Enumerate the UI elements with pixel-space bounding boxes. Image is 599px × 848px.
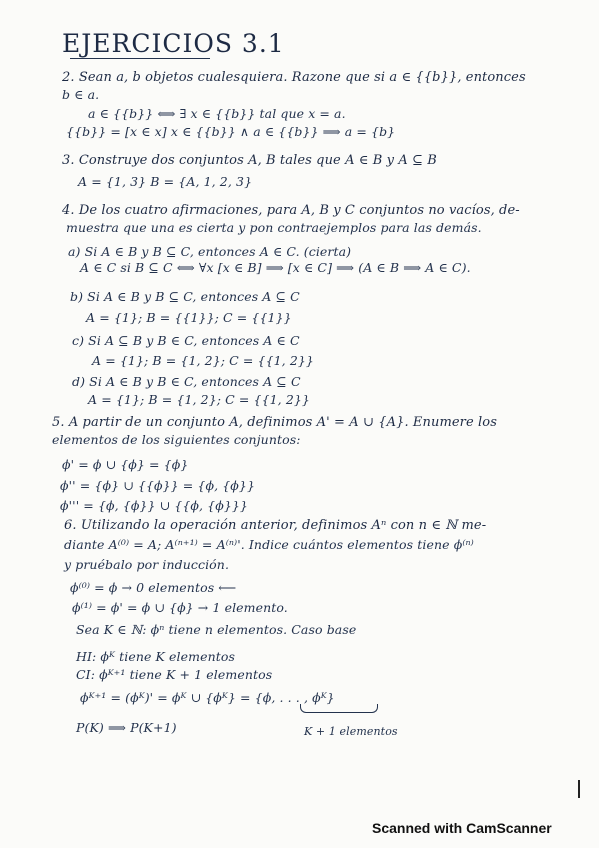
exercise-4a: a) Si A ∈ B y B ⊆ C, entonces A ∈ C. (cierta) [68, 244, 352, 259]
elements-underbrace [300, 704, 378, 713]
exercise-2-step-1: a ∈ {{b}} ⟺ ∃ x ∈ {{b}} tal que x = a. [88, 106, 346, 121]
exercise-6-phi-0: ϕ⁽⁰⁾ = ϕ → 0 elementos ⟵ [70, 580, 237, 595]
exercise-5-prime-2: ϕ'' = {ϕ} ∪ {{ϕ}} = {ϕ, {ϕ}} [60, 478, 256, 493]
exercise-6-statement-cont-2: y pruébalo por inducción. [64, 557, 230, 572]
exercise-5-statement: 5. A partir de un conjunto A, definimos A' = A ∪ {A}. Enumere los [52, 415, 497, 430]
exercise-6-induction-step: ϕᴷ⁺¹ = (ϕᴷ)' = ϕᴷ ∪ {ϕᴷ} = {ϕ, . . . , ϕᴷ} [80, 690, 335, 705]
exercise-4b: b) Si A ∈ B y B ⊆ C, entonces A ⊆ C [70, 289, 300, 304]
exercise-4-statement-cont: muestra que una es cierta y pon contraejemplos para las demás. [66, 220, 482, 235]
exercise-2-statement-cont: b ∈ a. [62, 87, 100, 102]
exercise-5-prime-1: ϕ' = ϕ ∪ {ϕ} = {ϕ} [62, 457, 189, 472]
exercise-4c-example: A = {1}; B = {1, 2}; C = {{1, 2}} [92, 353, 314, 368]
exercise-6-implication: P(K) ⟹ P(K+1) [76, 720, 177, 735]
exercise-6-induction-base: Sea K ∈ ℕ: ϕⁿ tiene n elementos. Caso base [76, 622, 357, 637]
exercise-3-answer: A = {1, 3} B = {A, 1, 2, 3} [78, 174, 253, 189]
margin-mark [578, 780, 580, 798]
exercise-2-step-2: {{b}} = [x ∈ x] x ∈ {{b}} ∧ a ∈ {{b}} ⟹ a = {b} [66, 124, 396, 139]
exercise-6-statement-cont: diante A⁽⁰⁾ = A; A⁽ⁿ⁺¹⁾ = A⁽ⁿ⁾'. Indice cuántos elementos tiene ϕ⁽ⁿ⁾ [64, 537, 474, 552]
exercise-6-hypothesis: HI: ϕᴷ tiene K elementos [76, 649, 236, 664]
exercise-6-conclusion: CI: ϕᴷ⁺¹ tiene K + 1 elementos [76, 667, 273, 682]
exercise-2-statement: 2. Sean a, b objetos cualesquiera. Razone que si a ∈ {{b}}, entonces [62, 70, 526, 85]
exercise-3-statement: 3. Construye dos conjuntos A, B tales que A ∈ B y A ⊆ B [62, 153, 437, 168]
elements-count-label: K + 1 elementos [304, 725, 398, 738]
scanner-watermark: Scanned with CamScanner [372, 820, 552, 836]
exercise-5-statement-cont: elementos de los siguientes conjuntos: [52, 432, 301, 447]
exercise-4c: c) Si A ⊆ B y B ∈ C, entonces A ∈ C [72, 333, 300, 348]
exercise-6-statement: 6. Utilizando la operación anterior, definimos Aⁿ con n ∈ ℕ me- [64, 518, 487, 533]
exercise-4d: d) Si A ∈ B y B ∈ C, entonces A ⊆ C [72, 374, 301, 389]
exercise-4-statement: 4. De los cuatro afirmaciones, para A, B y C conjuntos no vacíos, de- [62, 203, 520, 218]
exercise-5-prime-3: ϕ''' = {ϕ, {ϕ}} ∪ {{ϕ, {ϕ}}} [60, 498, 248, 513]
exercise-4a-proof: A ∈ C si B ⊆ C ⟺ ∀x [x ∈ B] ⟹ [x ∈ C] ⟹ (A ∈ B ⟹ A ∈ C). [80, 260, 471, 275]
exercise-4b-example: A = {1}; B = {{1}}; C = {{1}} [86, 310, 292, 325]
title-underline [70, 58, 210, 59]
exercise-4d-example: A = {1}; B = {1, 2}; C = {{1, 2}} [88, 392, 310, 407]
page-title: EJERCICIOS 3.1 [62, 29, 285, 58]
exercise-6-phi-1: ϕ⁽¹⁾ = ϕ' = ϕ ∪ {ϕ} → 1 elemento. [72, 600, 288, 615]
